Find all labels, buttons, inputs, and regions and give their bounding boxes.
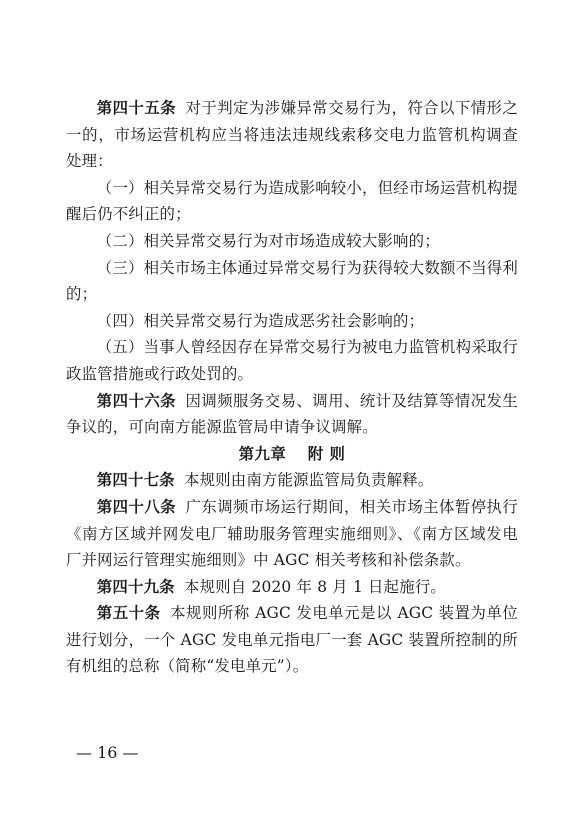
page-number: — 16 — [76,743,139,762]
article-50-label: 第五十条 [96,604,161,623]
article-45-item-1: （一）相关异常交易行为造成影响较小，但经市场运营机构提醒后仍不纠正的； [66,178,518,224]
article-47-text: 本规则由南方能源监管局负责解释。 [184,471,434,490]
article-45-item-4: （四）相关异常交易行为造成恶劣社会影响的； [96,311,425,330]
article-45 [66,95,518,175]
article-46-label: 第四十六条 [96,391,177,410]
article-46-text: 因调频服务交易、调用、统计及结算等情况发生争议的，可向南方能源监管局申请争议调解。 [66,391,518,437]
article-45-item-2: （二）相关异常交易行为对市场造成较大影响的； [96,231,440,250]
article-48 [66,494,518,574]
article-45-item-3: （三）相关市场主体通过异常交易行为获得较大数额不当得利的； [66,258,518,304]
document-body [66,95,518,680]
article-47-label: 第四十七条 [96,471,175,490]
article-47 [66,467,518,494]
article-46 [66,388,518,441]
chapter-heading [66,441,518,468]
article-45-label: 第四十五条 [96,99,177,117]
article-50 [66,600,518,680]
article-49 [66,574,518,601]
chapter-number: 第九章 [238,444,287,463]
chapter-title: 附 则 [307,444,346,463]
article-49-label: 第四十九条 [96,577,175,596]
article-45-text: 对于判定为涉嫌异常交易行为，符合以下情形之一的，市场运营机构应当将违法违规线索移交电力监管机构调查处理： [66,99,518,171]
article-49-text: 本规则自 2020 年 8 月 1 日起施行。 [184,577,447,596]
article-45-item-5: （五）当事人曾经因存在异常交易行为被电力监管机构采取行政监管措施或行政处罚的。 [66,338,518,383]
article-50-text: 本规则所称 AGC 发电单元是以 AGC 装置为单位进行划分，一个 AGC 发电单元指电厂一套 AGC 装置所控制的所有机组的总称（简称“发电单元”）。 [66,604,518,676]
article-48-label: 第四十八条 [96,497,177,516]
article-48-text: 广东调频市场运行期间，相关市场主体暂停执行《南方区域并网发电厂辅助服务管理实施细则》、《南方区域发电厂并网运行管理实施细则》中 AGC 相关考核和补偿条款。 [66,497,518,570]
